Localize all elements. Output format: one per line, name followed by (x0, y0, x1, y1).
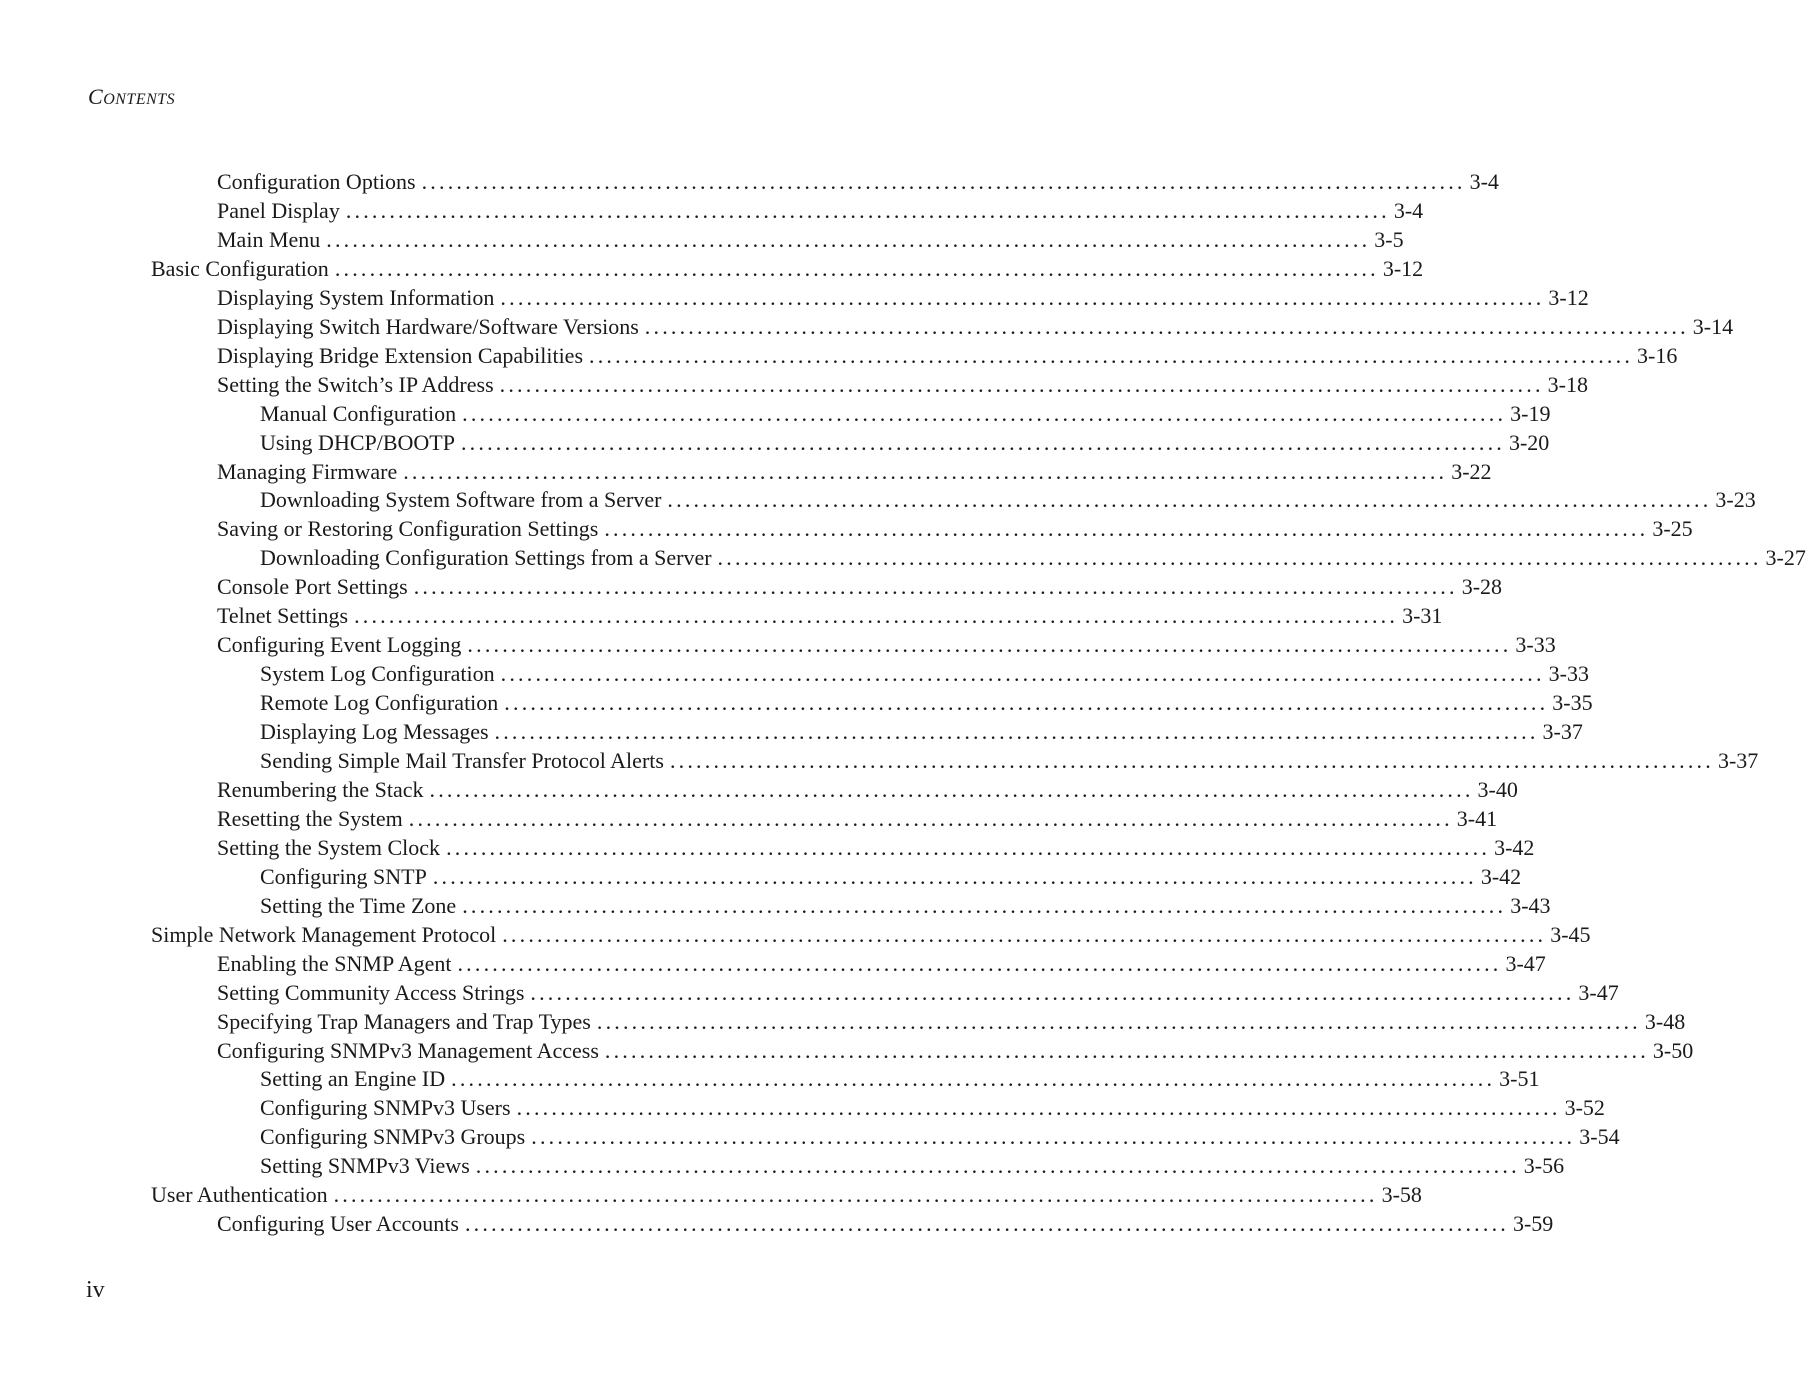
toc-entry[interactable] (217, 225, 1404, 254)
toc-entry-page: 3-50 (1652, 1037, 1694, 1063)
toc-entry-title: Saving or Restoring Configuration Settings (217, 516, 599, 542)
toc-entry[interactable] (217, 978, 1619, 1007)
toc-entry-title: Displaying System Information (217, 284, 495, 310)
toc-entry-title: Specifying Trap Managers and Trap Types (217, 1008, 591, 1034)
toc-entry[interactable] (217, 833, 1535, 862)
toc-entry-page: 3-56 (1523, 1153, 1565, 1179)
toc-entry-page: 3-16 (1637, 342, 1678, 368)
toc-entry[interactable] (217, 370, 1588, 399)
toc-entry-title: Console Port Settings (217, 574, 408, 600)
toc-entry-title: Using DHCP/BOOTP (260, 429, 455, 455)
toc-entry[interactable] (217, 775, 1518, 804)
toc-entry[interactable] (217, 1209, 1554, 1238)
toc-dot-leader: ........................................................................................................................ (604, 1037, 1649, 1063)
toc-entry[interactable] (260, 485, 1756, 514)
toc-dot-leader: ........................................................................................................................ (667, 487, 1712, 513)
toc-entry-page: 3-42 (1494, 834, 1535, 860)
running-head-initial: C (88, 84, 104, 109)
toc-dot-leader: ........................................................................................................................ (531, 1124, 1576, 1150)
toc-entry-page: 3-54 (1579, 1124, 1620, 1150)
toc-dot-leader: ........................................................................................................................ (516, 1095, 1561, 1121)
toc-entry-title: Displaying Switch Hardware/Software Versions (217, 313, 639, 339)
toc-dot-leader: ........................................................................................................................ (457, 950, 1502, 976)
toc-entry-page: 3-59 (1512, 1211, 1554, 1237)
toc-dot-leader: ........................................................................................................................ (502, 921, 1547, 947)
toc-entry[interactable] (260, 428, 1550, 457)
toc-entry-title: Configuring Event Logging (217, 632, 462, 658)
running-head-rest: ONTENTS (103, 91, 176, 108)
toc-entry-page: 3-37 (1542, 719, 1583, 745)
toc-entry[interactable] (260, 1093, 1605, 1122)
toc-entry[interactable] (260, 399, 1551, 428)
toc-entry-title: Configuring SNTP (260, 863, 427, 889)
toc-entry[interactable] (260, 543, 1806, 572)
toc-entry-page: 3-12 (1548, 284, 1589, 310)
toc-dot-leader: ........................................................................................................................ (451, 1066, 1496, 1092)
toc-entry-page: 3-41 (1456, 805, 1498, 831)
toc-dot-leader: ........................................................................................................................ (467, 632, 1512, 658)
toc-entry[interactable] (217, 283, 1589, 312)
toc-entry[interactable] (217, 601, 1443, 630)
toc-dot-leader: ........................................................................................................................ (446, 834, 1491, 860)
toc-entry-page: 3-40 (1477, 776, 1518, 802)
toc-dot-leader: ........................................................................................................................ (462, 892, 1507, 918)
toc-entry-page: 3-51 (1499, 1066, 1540, 1092)
toc-dot-leader: ........................................................................................................................ (504, 690, 1549, 716)
running-head (88, 84, 175, 113)
toc-entry-page: 3-33 (1548, 661, 1589, 687)
toc-entry[interactable] (151, 920, 1591, 949)
toc-entry-page: 3-22 (1451, 458, 1492, 484)
toc-dot-leader: ........................................................................................................................ (494, 719, 1539, 745)
toc-dot-leader: ........................................................................................................................ (530, 979, 1575, 1005)
toc-entry-title: Panel Display (217, 197, 340, 223)
toc-entry-page: 3-37 (1717, 748, 1759, 773)
toc-entry-page: 3-33 (1515, 632, 1556, 658)
toc-dot-leader: ........................................................................................................................ (326, 226, 1371, 252)
toc-dot-leader: ........................................................................................................................ (345, 197, 1390, 223)
toc-entry[interactable] (217, 630, 1556, 659)
toc-entry-page: 3-20 (1508, 429, 1550, 455)
toc-entry[interactable] (217, 1036, 1694, 1065)
toc-entry-page: 3-23 (1715, 487, 1756, 513)
toc-dot-leader: ........................................................................................................................ (499, 371, 1544, 397)
toc-dot-leader: ........................................................................................................................ (500, 284, 1545, 310)
toc-entry-page: 3-4 (1393, 197, 1424, 223)
toc-dot-leader: ........................................................................................................................ (589, 342, 1634, 368)
toc-dot-leader: ........................................................................................................................ (460, 429, 1505, 455)
toc-entry-title: Setting Community Access Strings (217, 979, 525, 1005)
toc-entry[interactable] (260, 659, 1589, 688)
toc-entry[interactable] (260, 746, 1759, 775)
toc-entry-page: 3-14 (1692, 313, 1734, 339)
toc-entry[interactable] (260, 1064, 1540, 1093)
toc-entry-page: 3-43 (1510, 892, 1551, 918)
toc-entry[interactable] (260, 1122, 1620, 1151)
toc-entry-title: Main Menu (217, 226, 321, 252)
toc-entry[interactable] (217, 572, 1503, 601)
toc-entry-title: Configuring SNMPv3 Management Access (217, 1037, 599, 1063)
toc-entry-title: User Authentication (151, 1182, 328, 1208)
toc-dot-leader: ........................................................................................................................ (644, 313, 1689, 339)
toc-entry[interactable] (217, 1007, 1686, 1036)
toc-entry[interactable] (260, 688, 1593, 717)
toc-entry-page: 3-58 (1381, 1182, 1422, 1208)
toc-entry[interactable] (217, 949, 1546, 978)
toc-entry-title: Displaying Log Messages (260, 719, 489, 745)
toc-entry-title: Simple Network Management Protocol (151, 921, 497, 947)
toc-entry-page: 3-45 (1550, 921, 1591, 947)
toc-entry-title: Configuring User Accounts (217, 1211, 459, 1237)
toc-entry-title: Setting the Time Zone (260, 892, 457, 918)
toc-entry[interactable] (217, 514, 1693, 543)
toc-entry-title: Downloading System Software from a Server (260, 487, 662, 513)
toc-entry[interactable] (260, 1151, 1565, 1180)
toc-entry-title: Renumbering the Stack (217, 776, 424, 802)
toc-dot-leader: ........................................................................................................................ (717, 545, 1762, 571)
toc-entry-title: Sending Simple Mail Transfer Protocol Alerts (260, 748, 664, 773)
toc-entry-title: Setting an Engine ID (260, 1066, 446, 1092)
toc-dot-leader: ........................................................................................................................ (604, 516, 1649, 542)
toc-entry-page: 3-31 (1402, 603, 1443, 629)
toc-entry-title: Remote Log Configuration (260, 690, 499, 716)
toc-entry-title: Setting the Switch’s IP Address (217, 371, 494, 397)
toc-entry-page: 3-18 (1547, 371, 1588, 397)
toc-entry-page: 3-35 (1552, 690, 1593, 716)
toc-entry-page: 3-52 (1564, 1095, 1605, 1121)
toc-entry-page: 3-47 (1578, 979, 1619, 1005)
toc-dot-leader: ........................................................................................................................ (464, 1211, 1509, 1237)
toc-entry[interactable] (217, 196, 1424, 225)
toc-dot-leader: ........................................................................................................................ (413, 574, 1458, 600)
toc-dot-leader: ........................................................................................................................ (403, 458, 1448, 484)
toc-entry-title: Resetting the System (217, 805, 403, 831)
toc-entry-title: Telnet Settings (217, 603, 349, 629)
toc-dot-leader: ........................................................................................................................ (334, 255, 1379, 281)
toc-entry-title: Configuring SNMPv3 Users (260, 1095, 511, 1121)
toc-entry-page: 3-28 (1461, 574, 1503, 600)
toc-dot-leader: ........................................................................................................................ (429, 776, 1474, 802)
toc-dot-leader: ........................................................................................................................ (421, 169, 1466, 194)
toc-entry-title: Setting SNMPv3 Views (260, 1153, 470, 1179)
toc-entry-page: 3-12 (1382, 255, 1424, 281)
toc-entry-title: Displaying Bridge Extension Capabilities (217, 342, 584, 368)
toc-entry[interactable] (260, 717, 1583, 746)
toc-entry[interactable] (217, 804, 1498, 833)
toc-dot-leader: ........................................................................................................................ (432, 863, 1477, 889)
toc-entry-page: 3-47 (1505, 950, 1546, 976)
toc-dot-leader: ........................................................................................................................ (500, 661, 1545, 687)
toc-entry[interactable] (260, 891, 1551, 920)
toc-entry-page: 3-48 (1644, 1008, 1686, 1034)
toc-dot-leader: ........................................................................................................................ (354, 603, 1399, 629)
toc-entry[interactable] (217, 457, 1492, 486)
toc-entry-page: 3-27 (1765, 545, 1806, 571)
toc-entry-title: System Log Configuration (260, 661, 495, 687)
toc-entry[interactable] (217, 341, 1678, 370)
toc-dot-leader: ........................................................................................................................ (462, 400, 1507, 426)
toc-entry[interactable] (151, 254, 1424, 283)
toc-dot-leader: ........................................................................................................................ (475, 1153, 1520, 1179)
toc-entry-page: 3-5 (1374, 226, 1404, 252)
toc-entry-title: Configuring SNMPv3 Groups (260, 1124, 526, 1150)
toc-entry-title: Manual Configuration (260, 400, 457, 426)
toc-entry-page: 3-25 (1652, 516, 1693, 542)
toc-dot-leader: ........................................................................................................................ (333, 1182, 1378, 1208)
toc-dot-leader: ........................................................................................................................ (596, 1008, 1641, 1034)
toc-entry[interactable] (151, 1180, 1422, 1209)
toc-entry-page: 3-42 (1480, 863, 1522, 889)
toc-entry-page: 3-19 (1510, 400, 1551, 426)
toc-dot-leader: ........................................................................................................................ (669, 748, 1714, 773)
toc-entry-title: Setting the System Clock (217, 834, 441, 860)
toc-entry-title: Downloading Configuration Settings from a Server (260, 545, 712, 571)
toc-entry-title: Managing Firmware (217, 458, 398, 484)
toc-entry[interactable] (260, 862, 1522, 891)
toc-dot-leader: ........................................................................................................................ (408, 805, 1453, 831)
toc-entry-page: 3-4 (1469, 169, 1499, 194)
toc-entry-title: Enabling the SNMP Agent (217, 950, 452, 976)
toc-entry-title: Configuration Options (217, 169, 416, 194)
page-number: iv (86, 1277, 105, 1303)
toc-entry[interactable] (217, 167, 1499, 196)
toc-entry-title: Basic Configuration (151, 255, 329, 281)
toc-entry[interactable] (217, 312, 1734, 341)
